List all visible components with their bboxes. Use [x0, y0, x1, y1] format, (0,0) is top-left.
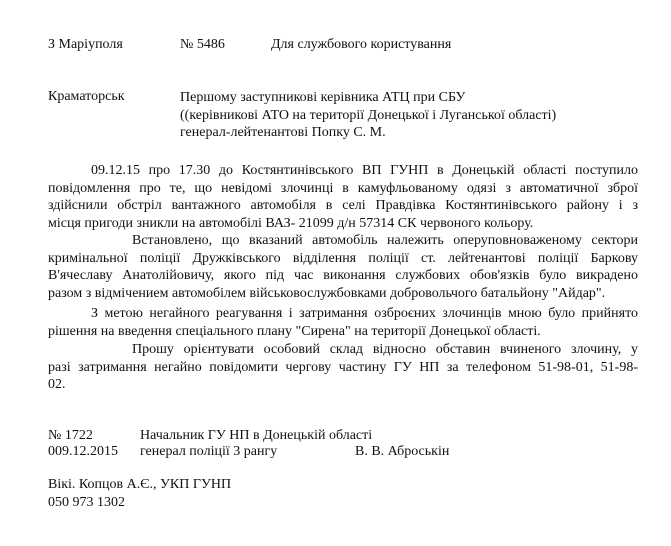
body-paragraph	[48, 232, 638, 302]
paragraph-line: Прошу орієнтувати особовий склад відносно обставин вчиненого злочину, у	[132, 342, 638, 357]
paragraph-line: В'ячеславу Анатолійовичу, якого під час виконання службових обов'язків було викрадено	[48, 268, 638, 284]
body-paragraph	[48, 305, 638, 340]
recipient-line: Першому заступникові керівника АТЦ при СБУ	[180, 90, 466, 105]
paragraph-line: Встановлено, що вказаний автомобіль належить оперуповноваженому сектори	[132, 233, 638, 248]
body-paragraph	[48, 341, 638, 394]
paragraph-line: разі затримання негайно повідомити чергову частину ГУ НП за телефоном 51-98-01, 51-98-	[48, 359, 638, 375]
executor-line: Вікі. Копцов А.Є., УКП ГУНП	[48, 477, 232, 492]
signer-position: Начальник ГУ НП в Донецькій області	[140, 428, 373, 443]
paragraph-line: рішення на введення спеціального плану "Сирена" на території Донецької області.	[48, 323, 541, 339]
paragraph-line: 02.	[48, 377, 66, 393]
signer-name: В. В. Аброськін	[355, 444, 450, 459]
origin-city: З Маріуполя	[48, 37, 123, 52]
executor-phone: 050 973 1302	[48, 495, 125, 510]
paragraph-line: повідомлення про те, що невідомі злочинці в камуфльованому одязі з автоматичної зброї	[48, 180, 638, 196]
paragraph-line: здійснили обстріл вантажного автомобіля в селі Правдівка Костянтинівського району і з	[48, 198, 638, 214]
outgoing-date: 009.12.2015	[48, 444, 118, 459]
outgoing-number: № 1722	[48, 428, 93, 443]
destination-city: Краматорськ	[48, 89, 125, 104]
recipient-line: ((керівникові АТО на території Донецької і Луганської області)	[180, 107, 557, 123]
paragraph-line: 09.12.15 про 17.30 до Костянтинівського ВП ГУНП в Донецькій області поступило	[91, 163, 638, 178]
document-number: № 5486	[180, 37, 225, 52]
recipient-block	[180, 89, 556, 142]
paragraph-line: разом з відмічением автомобілем військовослужбовками добровольчого батальйону "Айдар".	[48, 285, 606, 301]
body-paragraph	[48, 162, 638, 232]
recipient-line: генерал-лейтенантові Попку С. М.	[180, 125, 386, 140]
classification-label: Для службового користування	[271, 37, 452, 52]
signer-rank: генерал поліції 3 рангу	[140, 444, 278, 459]
paragraph-line: кримінальної поліції Дружківського відділення поліції ст. лейтенантові поліції Баркову	[48, 250, 638, 266]
paragraph-line: місця пригоди зникли на автомобілі ВАЗ- 21099 д/н 57314 СК червоного кольору.	[48, 215, 534, 231]
paragraph-line: З метою негайного реагування і затримання озброєних злочинців мною було прийнято	[91, 306, 638, 321]
